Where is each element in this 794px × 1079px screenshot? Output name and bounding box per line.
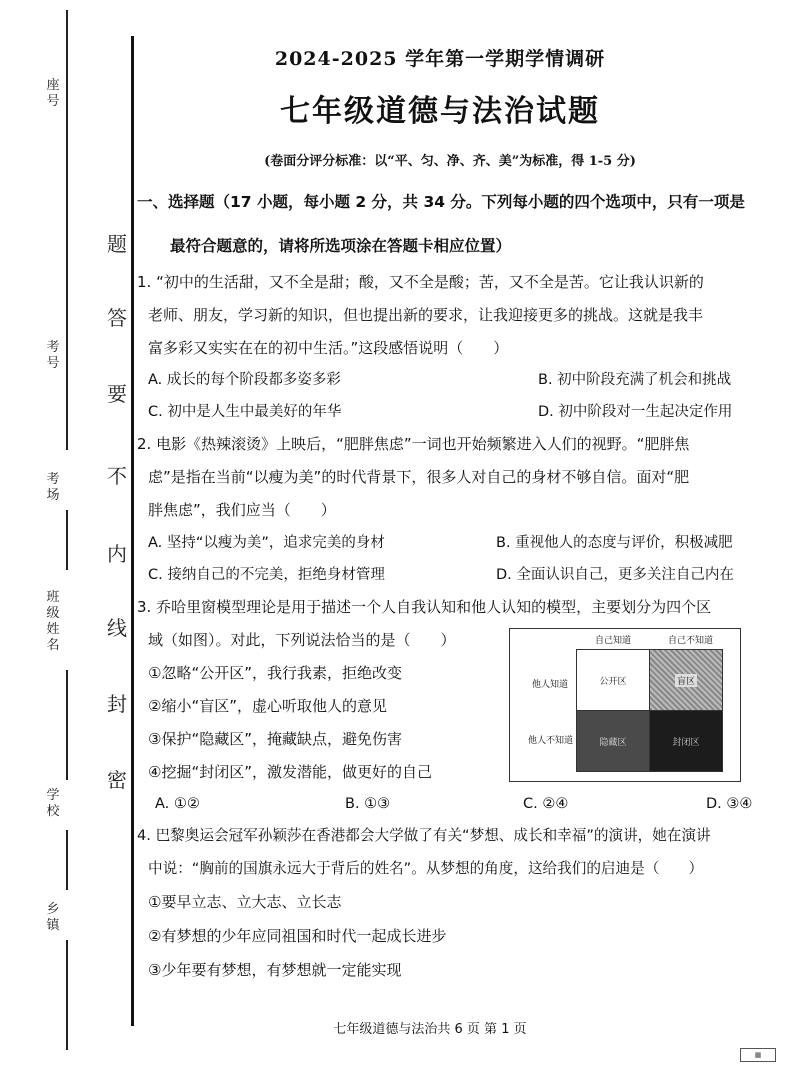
q1-option-b: B. 初中阶段充满了机会和挑战 [538, 372, 732, 388]
exam-title: 七年级道德与法治试题 [280, 94, 600, 129]
q3-option-b: B. ①③ [345, 796, 391, 812]
q1-line1: 1. “初中的生活甜，又不全是甜；酸，又不全是酸；苦，又不全是苦。它让我认识新的 [137, 273, 704, 291]
q3-item-2: ②缩小“盲区”，虚心听取他人的意见 [148, 697, 387, 715]
seal-char-7: 封 [107, 692, 127, 716]
school-label: 学校 [46, 788, 60, 819]
q1-option-a: A. 成长的每个阶段都多姿多彩 [148, 372, 341, 388]
diagram-cell-blind-label: 盲区 [675, 674, 697, 687]
scoring-note: (卷面分评分标准：以“平、匀、净、齐、美”为标准，得 1-5 分) [264, 154, 636, 169]
diagram-row-others-known: 他人知道 [532, 680, 569, 690]
diagram-cell-unknown-label: 封闭区 [672, 737, 700, 748]
q3-option-d: D. ③④ [706, 796, 753, 812]
seat-number-label: 座号 [46, 78, 60, 109]
q3-item-3: ③保护“隐藏区”，掩藏缺点，避免伤害 [148, 730, 402, 748]
seal-char-4: 不 [107, 464, 127, 488]
q4-item-1: ①要早立志、立大志、立长志 [148, 893, 342, 911]
seal-char-3: 要 [107, 382, 127, 406]
seal-line [131, 36, 134, 1026]
seal-char-2: 答 [107, 306, 127, 330]
diagram-col-self-known: 自己知道 [595, 636, 632, 646]
class-name-line [66, 670, 68, 780]
exam-number-line [66, 150, 68, 450]
diagram-cell-open [576, 649, 650, 711]
seal-char-8: 密 [107, 768, 127, 792]
seal-char-5: 内 [107, 542, 127, 566]
diagram-cell-blind [649, 649, 723, 711]
q2-line2: 虑”是指在当前“以瘦为美”的时代背景下，很多人对自己的身材不够自信。面对“肥 [148, 468, 690, 486]
q3-item-1: ①忽略“公开区”，我行我素，拒绝改变 [148, 664, 402, 682]
johari-window-diagram [509, 628, 741, 782]
q4-item-2: ②有梦想的少年应同祖国和时代一起成长进步 [148, 927, 447, 945]
diagram-cell-open-label: 公开区 [599, 676, 627, 687]
q4-item-3: ③少年要有梦想，有梦想就一定能实现 [148, 961, 402, 979]
diagram-col-self-unknown: 自己不知道 [668, 636, 714, 646]
diagram-cell-hidden-label: 隐藏区 [599, 737, 627, 748]
q3-option-c: C. ②④ [523, 796, 569, 812]
q1-line2: 老师、朋友，学习新的知识，但也提出新的要求，让我迎接更多的挑战。这就是我丰 [148, 306, 704, 324]
q1-option-c: C. 初中是人生中最美好的年华 [148, 404, 342, 420]
q3-line2: 域（如图）。对此，下列说法恰当的是（ ） [148, 631, 456, 649]
q2-line3: 胖焦虑”，我们应当（ ） [148, 501, 336, 519]
q2-option-b: B. 重视他人的态度与评价，积极减肥 [496, 535, 733, 551]
seat-number-line [66, 10, 68, 150]
township-label: 乡镇 [46, 902, 60, 933]
q1-line3: 富多彩又实实在在的初中生活。”这段感悟说明（ ） [148, 339, 509, 357]
q3-option-a: A. ①② [155, 796, 200, 812]
q3-line1: 3. 乔哈里窗模型理论是用于描述一个人自我认知和他人认知的模型，主要划分为四个区 [137, 598, 712, 616]
section-heading-line1: 一、选择题（17 小题，每小题 2 分，共 34 分。下列每小题的四个选项中，只有一项是 [137, 193, 745, 211]
exam-subtitle: 2024-2025 学年第一学期学情调研 [274, 48, 606, 70]
township-line [66, 940, 68, 1050]
q2-option-a: A. 坚持“以瘦为美”，追求完美的身材 [148, 535, 385, 551]
q2-line1: 2. 电影《热辣滚烫》上映后，“肥胖焦虑”一词也开始频繁进入人们的视野。“肥胖焦 [137, 435, 690, 453]
section-heading-line2: 最符合题意的，请将所选项涂在答题卡相应位置） [170, 237, 512, 255]
q1-option-d: D. 初中阶段对一生起决定作用 [538, 404, 733, 420]
class-name-label: 班级 姓名 [46, 590, 60, 653]
seal-char-6: 线 [107, 616, 127, 640]
corner-stamp: ▦ [740, 1048, 776, 1062]
diagram-row-others-unknown: 他人不知道 [528, 736, 574, 746]
page-footer: 七年级道德与法治共 6 页 第 1 页 [333, 1022, 527, 1037]
school-line [66, 830, 68, 890]
q4-line2: 中说：“胸前的国旗永远大于背后的姓名”。从梦想的角度，这给我们的启迪是（ ） [148, 860, 704, 877]
exam-room-label: 考场 [46, 472, 60, 503]
exam-room-line [66, 510, 68, 570]
q3-item-4: ④挖掘“封闭区”，激发潜能，做更好的自己 [148, 763, 432, 781]
q2-option-c: C. 接纳自己的不完美，拒绝身材管理 [148, 567, 385, 583]
q4-line1: 4. 巴黎奥运会冠军孙颖莎在香港都会大学做了有关“梦想、成长和幸福”的演讲，她在演讲 [137, 827, 711, 844]
diagram-cell-hidden [576, 710, 650, 772]
seal-char-1: 题 [107, 232, 127, 256]
exam-number-label: 考号 [46, 340, 60, 371]
q2-option-d: D. 全面认识自己，更多关注自己内在 [496, 567, 734, 583]
diagram-cell-unknown [649, 710, 723, 772]
